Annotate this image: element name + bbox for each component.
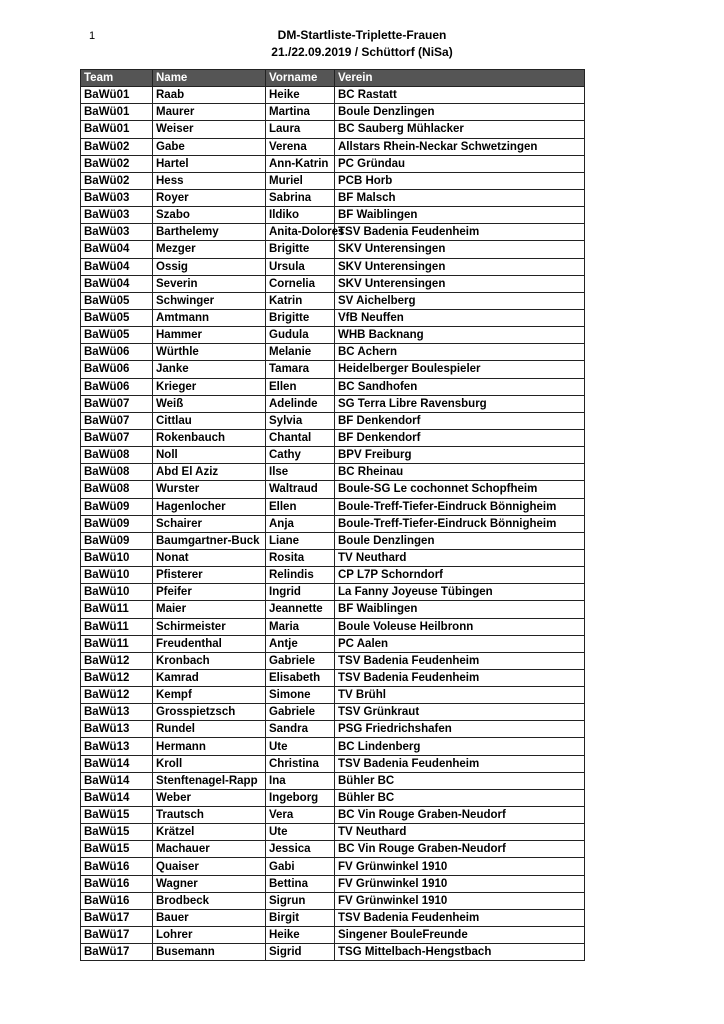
cell-team: BaWü07 — [81, 395, 153, 412]
cell-vorname: Waltraud — [266, 481, 335, 498]
table-row — [81, 327, 585, 344]
cell-verein: FV Grünwinkel 1910 — [335, 892, 585, 909]
cell-name: Wagner — [153, 875, 266, 892]
cell-vorname: Adelinde — [266, 395, 335, 412]
cell-vorname: Gabi — [266, 858, 335, 875]
cell-team: BaWü12 — [81, 669, 153, 686]
cell-verein: Boule Denzlingen — [335, 532, 585, 549]
cell-vorname: Martina — [266, 104, 335, 121]
table-row — [81, 738, 585, 755]
table-row — [81, 755, 585, 772]
table-row — [81, 618, 585, 635]
cell-verein: SKV Unterensingen — [335, 258, 585, 275]
table-row — [81, 412, 585, 429]
cell-verein: TV Brühl — [335, 687, 585, 704]
cell-name: Krätzel — [153, 824, 266, 841]
cell-vorname: Melanie — [266, 344, 335, 361]
cell-team: BaWü14 — [81, 772, 153, 789]
cell-verein: TSV Badenia Feudenheim — [335, 224, 585, 241]
cell-team: BaWü01 — [81, 104, 153, 121]
cell-team: BaWü05 — [81, 327, 153, 344]
cell-team: BaWü04 — [81, 258, 153, 275]
cell-name: Lohrer — [153, 927, 266, 944]
table-row — [81, 361, 585, 378]
table-header-row — [81, 70, 585, 87]
cell-verein: SG Terra Libre Ravensburg — [335, 395, 585, 412]
cell-name: Hartel — [153, 155, 266, 172]
table-row — [81, 241, 585, 258]
cell-name: Ossig — [153, 258, 266, 275]
cell-vorname: Jessica — [266, 841, 335, 858]
cell-team: BaWü13 — [81, 704, 153, 721]
cell-team: BaWü01 — [81, 87, 153, 104]
cell-team: BaWü10 — [81, 584, 153, 601]
cell-team: BaWü10 — [81, 567, 153, 584]
cell-name: Stenftenagel-Rapp — [153, 772, 266, 789]
cell-name: Grosspietzsch — [153, 704, 266, 721]
cell-vorname: Sigrid — [266, 944, 335, 961]
table-row — [81, 155, 585, 172]
cell-verein: Boule Denzlingen — [335, 104, 585, 121]
cell-vorname: Cornelia — [266, 275, 335, 292]
cell-team: BaWü09 — [81, 532, 153, 549]
cell-verein: SV Aichelberg — [335, 292, 585, 309]
cell-name: Pfeifer — [153, 584, 266, 601]
cell-vorname: Ursula — [266, 258, 335, 275]
cell-vorname: Verena — [266, 138, 335, 155]
cell-vorname: Ute — [266, 738, 335, 755]
cell-team: BaWü02 — [81, 138, 153, 155]
table-row — [81, 87, 585, 104]
cell-name: Mezger — [153, 241, 266, 258]
cell-name: Krieger — [153, 378, 266, 395]
cell-team: BaWü06 — [81, 361, 153, 378]
cell-verein: TV Neuthard — [335, 549, 585, 566]
cell-verein: PC Gründau — [335, 155, 585, 172]
table-row — [81, 121, 585, 138]
header-name: Name — [153, 70, 266, 87]
document-subtitle: 21./22.09.2019 / Schüttorf (NiSa) — [271, 45, 453, 59]
start-list-table — [80, 69, 585, 961]
cell-name: Rundel — [153, 721, 266, 738]
cell-vorname: Sabrina — [266, 189, 335, 206]
cell-verein: TSV Badenia Feudenheim — [335, 909, 585, 926]
cell-verein: Boule-SG Le cochonnet Schopfheim — [335, 481, 585, 498]
cell-name: Wurster — [153, 481, 266, 498]
cell-team: BaWü09 — [81, 515, 153, 532]
cell-name: Brodbeck — [153, 892, 266, 909]
cell-verein: BC Lindenberg — [335, 738, 585, 755]
cell-vorname: Elisabeth — [266, 669, 335, 686]
cell-verein: SKV Unterensingen — [335, 275, 585, 292]
table-row — [81, 138, 585, 155]
cell-verein: FV Grünwinkel 1910 — [335, 875, 585, 892]
cell-vorname: Muriel — [266, 172, 335, 189]
table-row — [81, 567, 585, 584]
header-verein: Verein — [335, 70, 585, 87]
table-row — [81, 807, 585, 824]
cell-team: BaWü10 — [81, 549, 153, 566]
table-row — [81, 549, 585, 566]
cell-verein: Boule-Treff-Tiefer-Eindruck Bönnigheim — [335, 515, 585, 532]
table-body — [81, 87, 585, 961]
table-row — [81, 601, 585, 618]
cell-name: Weiß — [153, 395, 266, 412]
cell-vorname: Ute — [266, 824, 335, 841]
cell-name: Raab — [153, 87, 266, 104]
cell-verein: TSV Grünkraut — [335, 704, 585, 721]
table-row — [81, 515, 585, 532]
cell-vorname: Simone — [266, 687, 335, 704]
cell-vorname: Anja — [266, 515, 335, 532]
table-row — [81, 841, 585, 858]
cell-verein: PC Aalen — [335, 635, 585, 652]
cell-verein: BC Sandhofen — [335, 378, 585, 395]
document-title: DM-Startliste-Triplette-Frauen — [277, 28, 447, 42]
cell-team: BaWü08 — [81, 464, 153, 481]
cell-vorname: Anita-Dolores — [266, 224, 335, 241]
cell-team: BaWü11 — [81, 635, 153, 652]
cell-verein: Allstars Rhein-Neckar Schwetzingen — [335, 138, 585, 155]
table-row — [81, 104, 585, 121]
cell-verein: BF Waiblingen — [335, 207, 585, 224]
cell-verein: Boule-Treff-Tiefer-Eindruck Bönnigheim — [335, 498, 585, 515]
cell-name: Rokenbauch — [153, 429, 266, 446]
cell-vorname: Vera — [266, 807, 335, 824]
cell-name: Abd El Aziz — [153, 464, 266, 481]
cell-vorname: Heike — [266, 87, 335, 104]
cell-team: BaWü06 — [81, 344, 153, 361]
cell-team: BaWü03 — [81, 189, 153, 206]
table-row — [81, 172, 585, 189]
cell-vorname: Gudula — [266, 327, 335, 344]
cell-team: BaWü11 — [81, 601, 153, 618]
cell-team: BaWü07 — [81, 429, 153, 446]
cell-vorname: Bettina — [266, 875, 335, 892]
cell-vorname: Liane — [266, 532, 335, 549]
cell-verein: FV Grünwinkel 1910 — [335, 858, 585, 875]
cell-verein: WHB Backnang — [335, 327, 585, 344]
table-row — [81, 721, 585, 738]
cell-vorname: Brigitte — [266, 241, 335, 258]
table-row — [81, 464, 585, 481]
table-row — [81, 909, 585, 926]
cell-verein: BC Vin Rouge Graben-Neudorf — [335, 807, 585, 824]
cell-team: BaWü13 — [81, 721, 153, 738]
cell-verein: Bühler BC — [335, 772, 585, 789]
cell-verein: BF Denkendorf — [335, 429, 585, 446]
cell-verein: Heidelberger Boulespieler — [335, 361, 585, 378]
cell-vorname: Katrin — [266, 292, 335, 309]
cell-vorname: Sigrun — [266, 892, 335, 909]
cell-name: Schwinger — [153, 292, 266, 309]
table-row — [81, 189, 585, 206]
cell-name: Gabe — [153, 138, 266, 155]
table-row — [81, 447, 585, 464]
table-row — [81, 927, 585, 944]
header-vorname: Vorname — [266, 70, 335, 87]
cell-team: BaWü17 — [81, 944, 153, 961]
cell-name: Baumgartner-Buck — [153, 532, 266, 549]
cell-name: Nonat — [153, 549, 266, 566]
cell-team: BaWü08 — [81, 447, 153, 464]
table-row — [81, 789, 585, 806]
table-row — [81, 395, 585, 412]
cell-vorname: Ellen — [266, 378, 335, 395]
table-row — [81, 584, 585, 601]
cell-team: BaWü17 — [81, 927, 153, 944]
cell-team: BaWü12 — [81, 652, 153, 669]
cell-verein: La Fanny Joyeuse Tübingen — [335, 584, 585, 601]
cell-team: BaWü17 — [81, 909, 153, 926]
cell-verein: BC Sauberg Mühlacker — [335, 121, 585, 138]
cell-name: Kamrad — [153, 669, 266, 686]
cell-team: BaWü05 — [81, 309, 153, 326]
cell-team: BaWü09 — [81, 498, 153, 515]
cell-name: Maurer — [153, 104, 266, 121]
cell-verein: TSG Mittelbach-Hengstbach — [335, 944, 585, 961]
cell-team: BaWü11 — [81, 618, 153, 635]
cell-vorname: Sandra — [266, 721, 335, 738]
cell-team: BaWü16 — [81, 858, 153, 875]
table-row — [81, 344, 585, 361]
table-row — [81, 772, 585, 789]
cell-verein: Bühler BC — [335, 789, 585, 806]
cell-verein: BF Malsch — [335, 189, 585, 206]
cell-vorname: Ina — [266, 772, 335, 789]
cell-vorname: Brigitte — [266, 309, 335, 326]
cell-name: Busemann — [153, 944, 266, 961]
cell-verein: SKV Unterensingen — [335, 241, 585, 258]
cell-team: BaWü12 — [81, 687, 153, 704]
cell-vorname: Christina — [266, 755, 335, 772]
cell-vorname: Relindis — [266, 567, 335, 584]
table-row — [81, 292, 585, 309]
cell-name: Hermann — [153, 738, 266, 755]
cell-verein: PCB Horb — [335, 172, 585, 189]
table-row — [81, 858, 585, 875]
table-row — [81, 944, 585, 961]
cell-verein: TSV Badenia Feudenheim — [335, 669, 585, 686]
cell-name: Kronbach — [153, 652, 266, 669]
table-row — [81, 635, 585, 652]
cell-team: BaWü07 — [81, 412, 153, 429]
cell-name: Severin — [153, 275, 266, 292]
cell-team: BaWü16 — [81, 875, 153, 892]
cell-name: Cittlau — [153, 412, 266, 429]
table-row — [81, 309, 585, 326]
cell-team: BaWü08 — [81, 481, 153, 498]
table-row — [81, 687, 585, 704]
cell-verein: TSV Badenia Feudenheim — [335, 652, 585, 669]
header-team: Team — [81, 70, 153, 87]
cell-name: Hagenlocher — [153, 498, 266, 515]
cell-name: Trautsch — [153, 807, 266, 824]
cell-verein: BC Rheinau — [335, 464, 585, 481]
table-row — [81, 224, 585, 241]
cell-vorname: Gabriele — [266, 704, 335, 721]
cell-team: BaWü16 — [81, 892, 153, 909]
cell-vorname: Rosita — [266, 549, 335, 566]
cell-vorname: Chantal — [266, 429, 335, 446]
cell-team: BaWü02 — [81, 155, 153, 172]
table-row — [81, 275, 585, 292]
cell-team: BaWü03 — [81, 207, 153, 224]
table-row — [81, 498, 585, 515]
cell-team: BaWü14 — [81, 755, 153, 772]
cell-team: BaWü04 — [81, 275, 153, 292]
cell-team: BaWü14 — [81, 789, 153, 806]
cell-name: Maier — [153, 601, 266, 618]
cell-vorname: Laura — [266, 121, 335, 138]
table-row — [81, 669, 585, 686]
table-row — [81, 892, 585, 909]
cell-name: Machauer — [153, 841, 266, 858]
cell-verein: BF Waiblingen — [335, 601, 585, 618]
cell-vorname: Maria — [266, 618, 335, 635]
cell-name: Schirmeister — [153, 618, 266, 635]
cell-vorname: Cathy — [266, 447, 335, 464]
cell-name: Kempf — [153, 687, 266, 704]
cell-team: BaWü02 — [81, 172, 153, 189]
cell-vorname: Ann-Katrin — [266, 155, 335, 172]
table-row — [81, 207, 585, 224]
cell-vorname: Heike — [266, 927, 335, 944]
table-row — [81, 481, 585, 498]
cell-verein: BC Achern — [335, 344, 585, 361]
cell-team: BaWü03 — [81, 224, 153, 241]
cell-vorname: Ingeborg — [266, 789, 335, 806]
cell-verein: TV Neuthard — [335, 824, 585, 841]
cell-vorname: Ildiko — [266, 207, 335, 224]
cell-name: Schairer — [153, 515, 266, 532]
cell-name: Würthle — [153, 344, 266, 361]
cell-vorname: Birgit — [266, 909, 335, 926]
cell-name: Janke — [153, 361, 266, 378]
cell-team: BaWü04 — [81, 241, 153, 258]
cell-name: Royer — [153, 189, 266, 206]
table-row — [81, 652, 585, 669]
cell-verein: VfB Neuffen — [335, 309, 585, 326]
table-row — [81, 824, 585, 841]
cell-verein: Singener BouleFreunde — [335, 927, 585, 944]
cell-verein: PSG Friedrichshafen — [335, 721, 585, 738]
cell-name: Weiser — [153, 121, 266, 138]
table-row — [81, 532, 585, 549]
cell-name: Quaiser — [153, 858, 266, 875]
cell-verein: BC Rastatt — [335, 87, 585, 104]
cell-vorname: Ingrid — [266, 584, 335, 601]
cell-name: Szabo — [153, 207, 266, 224]
cell-vorname: Jeannette — [266, 601, 335, 618]
page-number: 1 — [89, 30, 96, 42]
cell-verein: Boule Voleuse Heilbronn — [335, 618, 585, 635]
cell-team: BaWü13 — [81, 738, 153, 755]
cell-team: BaWü01 — [81, 121, 153, 138]
cell-name: Amtmann — [153, 309, 266, 326]
cell-team: BaWü05 — [81, 292, 153, 309]
table-row — [81, 875, 585, 892]
cell-name: Hess — [153, 172, 266, 189]
cell-name: Weber — [153, 789, 266, 806]
cell-verein: BF Denkendorf — [335, 412, 585, 429]
cell-team: BaWü15 — [81, 824, 153, 841]
table-row — [81, 378, 585, 395]
cell-vorname: Antje — [266, 635, 335, 652]
cell-name: Barthelemy — [153, 224, 266, 241]
cell-name: Kroll — [153, 755, 266, 772]
cell-verein: CP L7P Schorndorf — [335, 567, 585, 584]
cell-vorname: Sylvia — [266, 412, 335, 429]
cell-team: BaWü06 — [81, 378, 153, 395]
cell-vorname: Ellen — [266, 498, 335, 515]
cell-name: Pfisterer — [153, 567, 266, 584]
table-row — [81, 258, 585, 275]
cell-name: Freudenthal — [153, 635, 266, 652]
cell-name: Bauer — [153, 909, 266, 926]
cell-team: BaWü15 — [81, 807, 153, 824]
table-row — [81, 704, 585, 721]
cell-vorname: Gabriele — [266, 652, 335, 669]
cell-team: BaWü15 — [81, 841, 153, 858]
cell-verein: TSV Badenia Feudenheim — [335, 755, 585, 772]
cell-vorname: Ilse — [266, 464, 335, 481]
cell-verein: BC Vin Rouge Graben-Neudorf — [335, 841, 585, 858]
cell-verein: BPV Freiburg — [335, 447, 585, 464]
table-row — [81, 429, 585, 446]
cell-name: Hammer — [153, 327, 266, 344]
cell-name: Noll — [153, 447, 266, 464]
cell-vorname: Tamara — [266, 361, 335, 378]
